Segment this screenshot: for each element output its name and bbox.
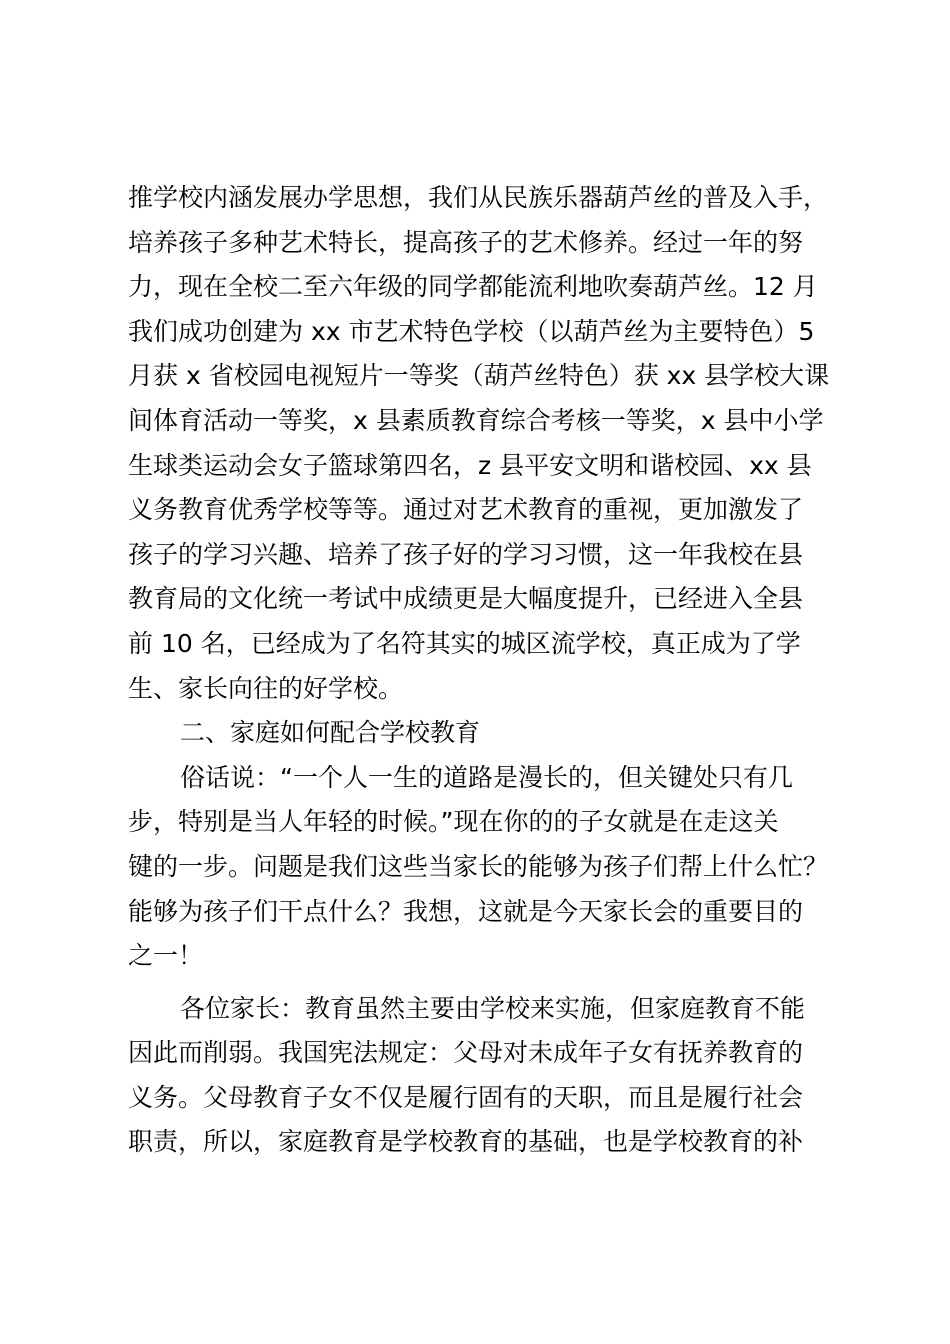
text-line: 教育局的文化统一考试中成绩更是大幅度提升，已经进入全县: [128, 584, 804, 614]
text-line: 前 10 名，已经成为了名符其实的城区流学校，真正成为了学: [128, 628, 801, 658]
text-line: 月获 x 省校园电视短片一等奖（葫芦丝特色）获 xx 县学校大课: [128, 361, 830, 391]
text-line: 生球类运动会女子篮球第四名，z 县平安文明和谐校园、xx 县: [128, 450, 812, 480]
text-line: 义务。父母教育子女不仅是履行固有的天职，而且是履行社会: [128, 1082, 804, 1112]
paragraph-proverb: [128, 756, 828, 979]
text-line: 因此而削弱。我国宪法规定：父母对未成年子女有抚养教育的: [128, 1038, 804, 1068]
paragraph-gap: [128, 979, 828, 987]
section-heading: 二、家庭如何配合学校教育: [180, 718, 481, 748]
text-line: 力，现在全校二至六年级的同学都能流利地吹奏葫芦丝。12 月: [128, 272, 818, 302]
text-line: 各位家长：教育虽然主要由学校来实施，但家庭教育不能: [180, 993, 806, 1023]
text-line: 生、家长向往的好学校。: [128, 673, 404, 703]
text-line: 能够为孩子们干点什么？我想，这就是今天家长会的重要目的: [128, 896, 804, 926]
document-body: [128, 176, 828, 1165]
text-line: 键的一步。问题是我们这些当家长的能够为孩子们帮上什么忙？: [128, 851, 829, 881]
paragraph-family-education: [128, 987, 828, 1165]
text-line: 之一！: [128, 941, 204, 971]
text-line: 职责，所以，家庭教育是学校教育的基础，也是学校教育的补: [128, 1127, 804, 1157]
text-line: 我们成功创建为 xx 市艺术特色学校（以葫芦丝为主要特色）5: [128, 316, 815, 346]
text-line: 俗话说：“一个人一生的道路是漫长的，但关键处只有几: [180, 762, 793, 792]
text-line: 推学校内涵发展办学思想，我们从民族乐器葫芦丝的普及入手，: [128, 183, 829, 212]
text-line: 步，特别是当人年轻的时候。”现在你的的子女就是在走这关: [128, 807, 779, 837]
text-line: 孩子的学习兴趣、培养了孩子好的学习习惯，这一年我校在县: [128, 539, 804, 569]
text-line: 间体育活动一等奖，x 县素质教育综合考核一等奖，x 县中小学: [128, 405, 824, 435]
text-line: 培养孩子多种艺术特长，提高孩子的艺术修养。经过一年的努: [128, 227, 804, 257]
paragraph-school-achievements: [128, 176, 828, 711]
text-line: 义务教育优秀学校等等。通过对艺术教育的重视，更加激发了: [128, 495, 804, 525]
